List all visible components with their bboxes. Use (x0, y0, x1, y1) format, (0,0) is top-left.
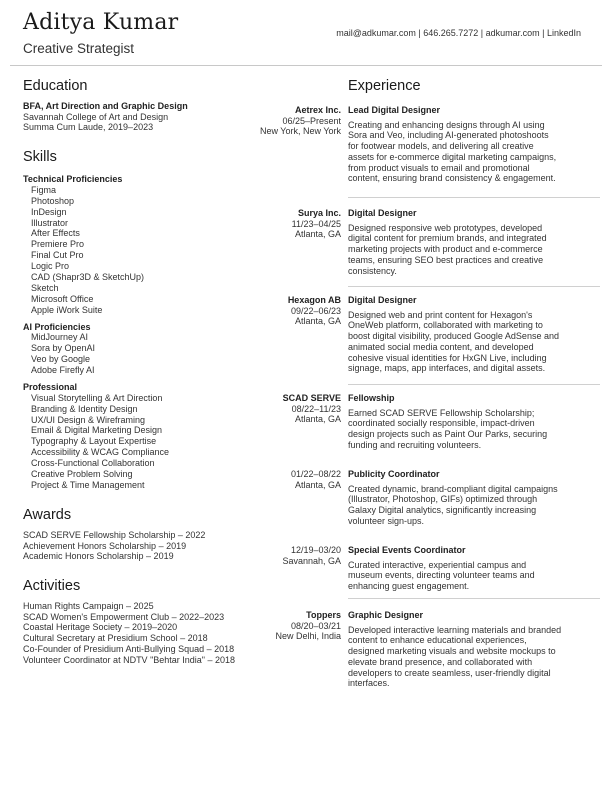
entry-body (348, 393, 600, 451)
description-line: OneWeb platform, collaborated with marketing to (348, 320, 543, 331)
skills-group-label: Technical Proficiencies (23, 174, 123, 185)
education-school: Savannah College of Art and Design (23, 111, 169, 122)
skill-item: Cross-Functional Collaboration (31, 458, 155, 469)
skill-item: Sora by OpenAI (31, 343, 96, 354)
entry-dates: 08/22–11/23 (291, 403, 341, 414)
entry-divider (348, 384, 600, 385)
entry-location: New York, New York (259, 126, 341, 137)
header-divider (10, 65, 602, 66)
resume-header (0, 0, 612, 64)
description-line: funding and recruiting volunteers. (348, 439, 482, 450)
skills-group-label: Professional (23, 382, 78, 393)
description-line: Creating and enhancing designs through AI using (348, 119, 545, 130)
role-description (348, 223, 600, 277)
entry-body (348, 295, 600, 374)
description-line: content, ensuring brand consistency & engagement. (348, 173, 556, 184)
description-line: consistency. (348, 265, 397, 276)
contact-line: mail@adkumar.com | 646.265.7272 | adkumar.com | LinkedIn (336, 28, 581, 38)
company-name: Surya Inc. (297, 208, 341, 218)
skill-item: Adobe Firefly AI (31, 365, 95, 376)
entry-body (348, 469, 600, 527)
description-line: volunteer sign-ups. (348, 515, 425, 526)
description-line: Designed web and print content for Hexagon's (348, 309, 533, 320)
description-line: content to enhance educational experiences, (348, 635, 527, 646)
entry-body (348, 545, 600, 592)
activity-item: SCAD Women's Empowerment Club – 2022–2023 (23, 611, 225, 622)
description-line: cohesive visual identities for HxGN Live, including (348, 352, 547, 363)
role-description (348, 560, 600, 592)
description-line: teams, ensuring SEO best practices and creative (348, 254, 544, 265)
skill-item: Premiere Pro (31, 239, 85, 250)
entry-location: Savannah, GA (282, 555, 341, 566)
description-line: Sora and Veo, including AI-generated photoshoots (348, 130, 549, 141)
entry-meta (248, 469, 341, 490)
skill-item: InDesign (31, 206, 67, 217)
entry-location: Atlanta, GA (294, 414, 341, 425)
skill-item: Logic Pro (31, 261, 70, 272)
education-title: Education (23, 78, 88, 94)
skill-item: Veo by Google (31, 354, 91, 365)
entry-location: Atlanta, GA (294, 229, 341, 240)
activity-item: Volunteer Coordinator at NDTV "Behtar India" – 2018 (23, 654, 236, 665)
role-title: Special Events Coordinator (348, 545, 466, 555)
skill-item: CAD (Shapr3D & SketchUp) (31, 272, 145, 283)
skill-item: Typography & Layout Expertise (31, 436, 157, 447)
skill-item: Accessibility & WCAG Compliance (31, 447, 170, 458)
skill-item: Branding & Identity Design (31, 403, 138, 414)
role-title: Fellowship (348, 393, 395, 403)
activity-item: Cultural Secretary at Presidium School – 2018 (23, 633, 208, 644)
description-line: signage, maps, app interfaces, and digital assets. (348, 363, 546, 374)
role-title: Digital Designer (348, 208, 417, 218)
education-degree: BFA, Art Direction and Graphic Design (23, 101, 188, 111)
entry-dates: 12/19–03/20 (290, 545, 341, 555)
skills-title: Skills (23, 149, 57, 166)
company-name: Hexagon AB (287, 295, 341, 305)
activities-title: Activities (23, 577, 81, 594)
role-description (348, 484, 600, 527)
description-line: interfaces. (348, 678, 390, 689)
skills-list (23, 332, 323, 376)
description-line: elevate brand presence, and collaborated with (348, 656, 533, 667)
role-title: Digital Designer (348, 295, 417, 305)
description-line: Galaxy Digital analytics, significantly increasing (348, 505, 537, 516)
entry-divider (348, 598, 600, 599)
entry-divider (348, 197, 600, 198)
skill-item: Project & Time Management (31, 479, 145, 490)
skill-item: MidJourney AI (31, 332, 89, 343)
description-line: Developed interactive learning materials and branded (348, 624, 562, 635)
education-honors: Summa Cum Laude, 2019–2023 (23, 122, 154, 133)
activity-item: Coastal Heritage Society – 2019–2020 (23, 622, 178, 633)
left-column (23, 78, 323, 665)
activity-item: Human Rights Campaign – 2025 (23, 600, 154, 611)
award-item: Academic Honors Scholarship – 2019 (23, 551, 174, 562)
candidate-tagline: Creative Strategist (23, 41, 135, 56)
company-name: SCAD SERVE (282, 393, 341, 403)
skill-item: Sketch (31, 282, 59, 293)
entry-body (348, 208, 600, 276)
entry-dates: 06/25–Present (282, 115, 341, 126)
awards-title: Awards (23, 506, 72, 523)
description-line: (Illustrator, Photoshop, GIFs) optimized through (348, 494, 538, 505)
description-line: museum events, directing volunteer teams and (348, 570, 535, 581)
candidate-name: Aditya Kumar (23, 10, 179, 35)
description-line: from product visuals to email and promotional (348, 162, 530, 173)
description-line: design projects such as Paint Our Parks, securing (348, 429, 548, 440)
experience-title: Experience (348, 78, 421, 94)
entry-meta (248, 545, 341, 566)
description-line: animated social media content, and developed (348, 341, 534, 352)
skill-item: After Effects (31, 228, 80, 239)
entry-dates: 01/22–08/22 (290, 469, 341, 479)
role-title: Lead Digital Designer (348, 105, 441, 115)
entry-location: Atlanta, GA (294, 316, 341, 327)
entry-location: New Delhi, India (275, 631, 341, 642)
description-line: Created dynamic, brand-compliant digital campaigns (348, 483, 558, 494)
entry-meta (248, 208, 341, 240)
role-description (348, 310, 600, 374)
description-line: Earned SCAD SERVE Fellowship Scholarship; (348, 407, 535, 418)
award-item: SCAD SERVE Fellowship Scholarship – 2022 (23, 529, 206, 540)
description-line: designed marketing visuals and website mockups to (348, 646, 556, 657)
skill-item: Final Cut Pro (31, 250, 84, 261)
skills-group-label: AI Proficiencies (23, 321, 91, 332)
description-line: coordinated socially responsible, impact-driven (348, 418, 535, 429)
skill-item: Visual Storytelling & Art Direction (31, 392, 163, 403)
skill-item: Microsoft Office (31, 293, 94, 304)
description-line: assets for e-commerce digital marketing campaigns, (348, 151, 557, 162)
skill-item: UX/UI Design & Wireframing (31, 414, 146, 425)
description-line: developers to create seamless, user-friendly digital (348, 667, 551, 678)
entry-meta (248, 105, 341, 137)
skill-item: Illustrator (31, 217, 69, 228)
skills-ai (23, 322, 323, 376)
skill-item: Apple iWork Suite (31, 304, 103, 315)
role-title: Graphic Designer (348, 610, 424, 620)
skill-item: Creative Problem Solving (31, 469, 133, 480)
award-item: Achievement Honors Scholarship – 2019 (23, 540, 187, 551)
description-line: Designed responsive web prototypes, developed (348, 222, 543, 233)
skill-item: Figma (31, 184, 57, 195)
skill-item: Photoshop (31, 195, 75, 206)
activity-item: Co-Founder of Presidium Anti-Bullying Squad – 2018 (23, 643, 235, 654)
entry-meta (248, 393, 341, 425)
company-name: Toppers (306, 610, 341, 620)
description-line: for footwear models, and delivering all creative (348, 141, 534, 152)
entry-meta (248, 295, 341, 327)
skill-item: Email & Digital Marketing Design (31, 425, 163, 436)
entry-location: Atlanta, GA (294, 479, 341, 490)
entry-dates: 08/20–03/21 (290, 620, 341, 631)
role-title: Publicity Coordinator (348, 469, 440, 479)
entry-dates: 11/23–04/25 (291, 218, 341, 229)
description-line: Curated interactive, experiential campus and (348, 559, 527, 570)
role-description (348, 625, 600, 689)
role-description (348, 408, 600, 451)
entry-divider (348, 286, 600, 287)
description-line: enhancing guest engagement. (348, 581, 470, 592)
entry-body (348, 610, 600, 689)
entry-meta (248, 610, 341, 642)
entry-body (348, 105, 600, 184)
description-line: marketing projects with product and e-commerce (348, 244, 543, 255)
description-line: digital content for premium brands, and integrated (348, 233, 547, 244)
entry-dates: 09/22–06/23 (290, 305, 341, 316)
company-name: Aetrex Inc. (294, 105, 341, 115)
role-description (348, 120, 600, 184)
description-line: boost digital visibility, produced Google AdSense and (348, 331, 559, 342)
